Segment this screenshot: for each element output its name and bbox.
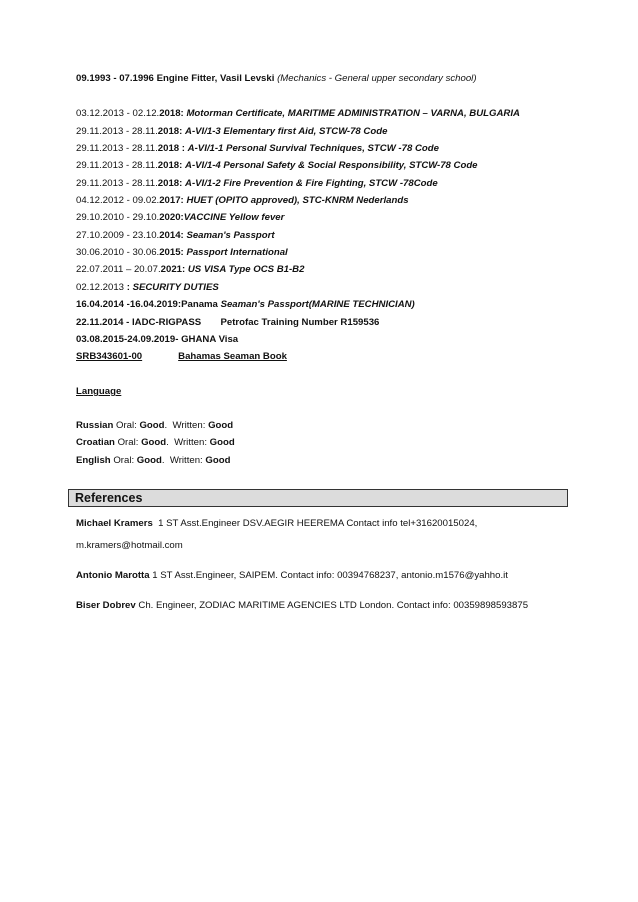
panama-range: 16.04.2014 -16.04.2019: xyxy=(76,299,182,310)
certificate-name: VACCINE Yellow fever xyxy=(183,212,285,223)
language-name: English xyxy=(76,455,111,466)
education-note: (Mechanics - General upper secondary school) xyxy=(277,73,477,84)
certificate-name: Motorman Certificate, MARITIME ADMINISTRATION – VARNA, BULGARIA xyxy=(186,108,520,119)
oral-level: Good xyxy=(136,455,162,466)
reference-email: m.kramers@hotmail.com xyxy=(76,540,183,551)
oral-label: Oral: xyxy=(116,420,137,431)
education-dates: 09.1993 - 07.1996 xyxy=(76,73,154,84)
written-label: Written: xyxy=(169,455,203,466)
certificate-range: 29.11.2013 - 28.11. xyxy=(76,178,158,189)
certificate-range: 30.06.2010 - 30.06. xyxy=(76,247,160,258)
certificate-name: A-VI/1-3 Elementary first Aid, STCW-78 Code xyxy=(185,126,388,137)
references-title: References xyxy=(75,491,143,505)
panama-passport-row xyxy=(76,299,415,311)
certificate-name: A-VI/1-4 Personal Safety & Social Responsibility, STCW-78 Code xyxy=(185,160,478,171)
language-name: Croatian xyxy=(76,437,115,448)
certificate-range: 29.11.2013 - 28.11. xyxy=(76,160,158,171)
language-heading: Language xyxy=(76,386,122,397)
written-label: Written: xyxy=(174,437,207,448)
ghana-visa-row xyxy=(76,334,238,346)
certificate-row xyxy=(76,160,478,172)
bahamas-code: SRB343601-00 xyxy=(76,351,143,362)
language-row: Russian Oral: Good. Written: Good xyxy=(76,420,234,431)
education-entry xyxy=(76,73,477,85)
certificate-range: 02.12.2013 xyxy=(76,282,125,293)
certificate-row xyxy=(76,178,438,190)
written-level: Good xyxy=(208,420,234,431)
certificate-year: 2020: xyxy=(159,212,184,223)
certificate-row xyxy=(76,195,409,207)
certificate-year: 2018: xyxy=(157,126,183,137)
reference-details: 1 ST Asst.Engineer DSV.AEGIR HEEREMA Contact info tel+31620015024, xyxy=(158,518,478,529)
panama-country: Panama xyxy=(181,299,218,310)
written-level: Good xyxy=(205,455,231,466)
iadc-rigpass: 22.11.2014 - IADC-RIGPASS xyxy=(76,317,202,328)
certificate-range: 27.10.2009 - 23.10. xyxy=(76,230,160,241)
certificate-name: Passport International xyxy=(186,247,288,258)
language-row: English Oral: Good. Written: Good xyxy=(76,455,231,466)
certificate-row xyxy=(76,108,520,120)
panama-name: Seaman's Passport(MARINE TECHNICIAN) xyxy=(220,299,415,310)
certificate-name: A-VI/1-1 Personal Survival Techniques, STCW -78 Code xyxy=(187,143,439,154)
bahamas-name: Bahamas Seaman Book xyxy=(178,351,287,362)
certificate-range: 29.11.2013 - 28.11. xyxy=(76,126,158,137)
certificate-row xyxy=(76,212,284,224)
certificate-year: 2014: xyxy=(159,230,184,241)
education-title: Engine Fitter, Vasil Levski xyxy=(156,73,275,84)
language-name: Russian xyxy=(76,420,114,431)
certificate-range: 29.10.2010 - 29.10. xyxy=(76,212,160,223)
written-label: Written: xyxy=(172,420,206,431)
certificate-year: 2018: xyxy=(157,160,183,171)
written-level: Good xyxy=(209,437,235,448)
oral-level: Good xyxy=(139,420,165,431)
certificate-year: 2021: xyxy=(160,264,186,275)
reference-entry xyxy=(76,570,508,582)
certificate-year: 2018: xyxy=(159,108,184,119)
certificate-row xyxy=(76,282,219,294)
reference-entry xyxy=(76,600,528,612)
certificate-year: 2018 : xyxy=(157,143,185,154)
certificate-range: 29.11.2013 - 28.11. xyxy=(76,143,158,154)
certificate-range: 03.12.2013 - 02.12. xyxy=(76,108,160,119)
bahamas-book-row xyxy=(76,351,287,363)
oral-label: Oral: xyxy=(117,437,139,448)
certificate-row xyxy=(76,143,439,155)
oral-level: Good xyxy=(141,437,167,448)
certificate-name: SECURITY DUTIES xyxy=(132,282,219,293)
certificate-name: Seaman's Passport xyxy=(186,230,275,241)
reference-details: 1 ST Asst.Engineer, SAIPEM. Contact info: 00394768237, antonio.m1576@yahho.it xyxy=(152,570,508,581)
certificate-row xyxy=(76,264,304,276)
certificate-name: US VISA Type OCS B1-B2 xyxy=(187,264,305,275)
certificate-row xyxy=(76,230,275,242)
ghana-visa: 03.08.2015-24.09.2019- GHANA Visa xyxy=(76,334,239,345)
certificate-year: 2015: xyxy=(159,247,184,258)
petrofac-number: Petrofac Training Number R159536 xyxy=(220,317,380,328)
certificate-name: A-VI/1-2 Fire Prevention & Fire Fighting, STCW -78Code xyxy=(185,178,438,189)
reference-details: Ch. Engineer, ZODIAC MARITIME AGENCIES LTD London. Contact info: 00359898593875 xyxy=(138,600,529,611)
certificate-name: HUET (OPITO approved), STC-KNRM Nederlands xyxy=(186,195,409,206)
references-header xyxy=(68,489,568,507)
reference-entry xyxy=(76,518,477,530)
reference-name: Michael Kramers xyxy=(76,518,153,529)
certificate-row xyxy=(76,126,387,138)
oral-label: Oral: xyxy=(113,455,135,466)
certificate-row xyxy=(76,247,288,259)
language-row: Croatian Oral: Good. Written: Good xyxy=(76,437,235,448)
reference-name: Antonio Marotta xyxy=(76,570,150,581)
certificate-year: : xyxy=(126,282,130,293)
certificate-range: 04.12.2012 - 09.02. xyxy=(76,195,160,206)
certificate-range: 22.07.2011 – 20.07. xyxy=(76,264,161,275)
iadc-row xyxy=(76,317,379,329)
reference-name: Biser Dobrev xyxy=(76,600,136,611)
certificate-year: 2018: xyxy=(157,178,183,189)
certificate-year: 2017: xyxy=(159,195,184,206)
